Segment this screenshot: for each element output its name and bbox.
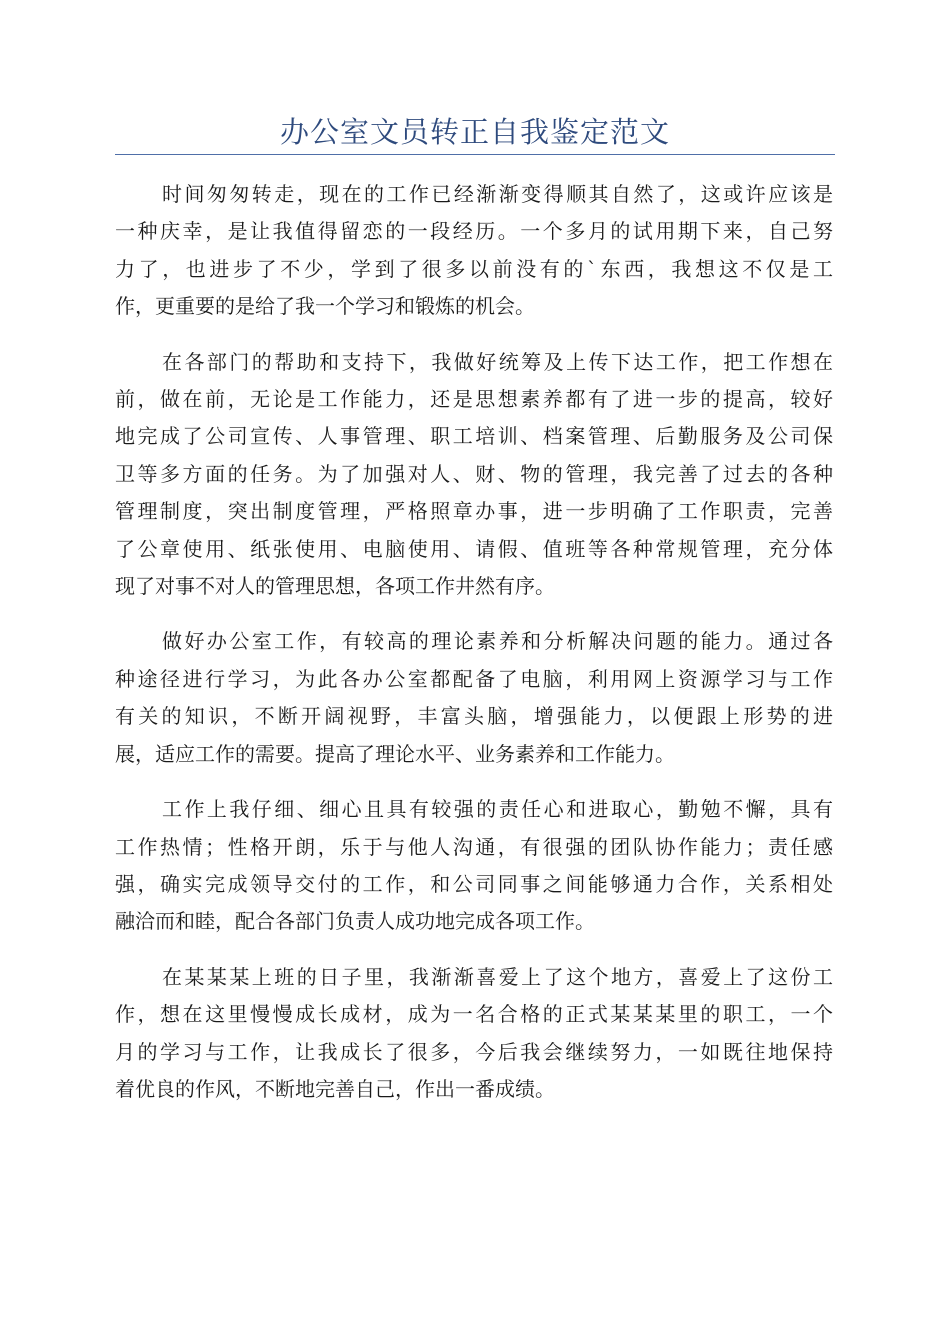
paragraph-line: 卫等多方面的任务。为了加强对人、财、物的管理，我完善了过去的各种	[115, 461, 833, 486]
paragraph-line: 工作上我仔细、细心且具有较强的责任心和进取心，勤勉不懈，具有	[162, 797, 833, 822]
paragraph-line: 在某某某上班的日子里，我渐渐喜爱上了这个地方，喜爱上了这份工	[162, 964, 833, 989]
paragraph-line: 在各部门的帮助和支持下，我做好统筹及上传下达工作，把工作想在	[162, 349, 833, 374]
paragraph-line: 前，做在前，无论是工作能力，还是思想素养都有了进一步的提高，较好	[115, 387, 833, 412]
paragraph-line: 了公章使用、纸张使用、电脑使用、请假、值班等各种常规管理，充分体	[115, 536, 833, 561]
paragraph-line: 工作热情；性格开朗，乐于与他人沟通，有很强的团队协作能力；责任感	[115, 834, 833, 859]
paragraph-line: 种途径进行学习，为此各办公室都配备了电脑，利用网上资源学习与工作	[115, 666, 833, 691]
title-underline	[115, 154, 835, 155]
paragraph-line: 月的学习与工作，让我成长了很多，今后我会继续努力，一如既往地保持	[115, 1039, 833, 1064]
paragraph-4	[115, 791, 833, 941]
paragraph-line: 展，适应工作的需要。提高了理论水平、业务素养和工作能力。	[115, 741, 675, 766]
paragraph-2	[115, 344, 833, 606]
paragraph-line: 强，确实完成领导交付的工作，和公司同事之间能够通力合作，关系相处	[115, 871, 833, 896]
paragraph-line: 做好办公室工作，有较高的理论素养和分析解决问题的能力。通过各	[162, 629, 833, 654]
paragraph-line: 融洽而和睦，配合各部门负责人成功地完成各项工作。	[115, 909, 595, 934]
document-title: 办公室文员转正自我鉴定范文	[279, 115, 670, 149]
paragraph-line: 一种庆幸，是让我值得留恋的一段经历。一个多月的试用期下来，自己努	[115, 219, 833, 244]
paragraph-line: 管理制度，突出制度管理，严格照章办事，进一步明确了工作职责，完善	[115, 499, 833, 524]
paragraph-5	[115, 959, 833, 1109]
paragraph-line: 作，想在这里慢慢成长成材，成为一名合格的正式某某某里的职工，一个	[115, 1002, 833, 1027]
paragraph-line: 地完成了公司宣传、人事管理、职工培训、档案管理、后勤服务及公司保	[115, 424, 833, 449]
document-body	[115, 176, 833, 1126]
paragraph-line: 时间匆匆转走，现在的工作已经渐渐变得顺其自然了，这或许应该是	[162, 182, 833, 206]
paragraph-line: 着优良的作风，不断地完善自己，作出一番成绩。	[115, 1076, 555, 1101]
paragraph-1	[115, 176, 833, 326]
paragraph-3	[115, 623, 833, 773]
paragraph-line: 作，更重要的是给了我一个学习和锻炼的机会。	[115, 294, 535, 319]
paragraph-line: 力了，也进步了不少，学到了很多以前没有的`东西，我想这不仅是工	[115, 256, 833, 281]
paragraph-line: 现了对事不对人的管理思想，各项工作井然有序。	[115, 574, 555, 599]
paragraph-line: 有关的知识，不断开阔视野，丰富头脑，增强能力，以便跟上形势的进	[115, 704, 833, 729]
